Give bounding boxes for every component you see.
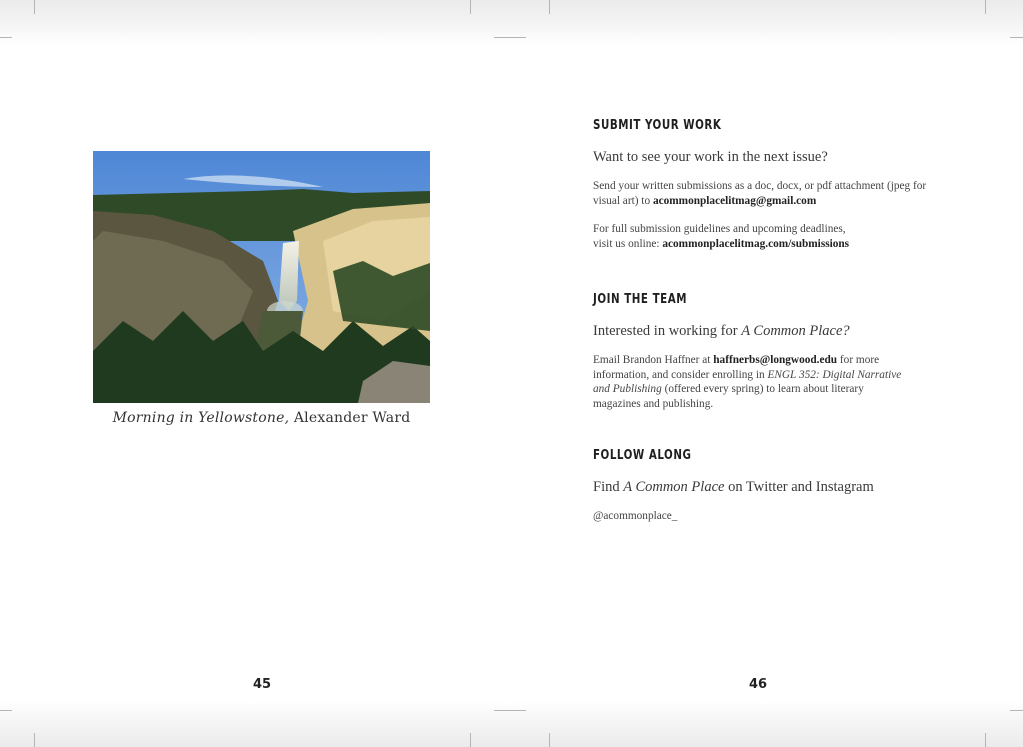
join-lead-text: Interested in working for [593, 323, 738, 339]
top-bleed-band [0, 0, 1023, 46]
page-number-left: 45 [253, 677, 272, 692]
follow-lead [593, 479, 933, 496]
submit-p2-line1: For full submission guidelines and upcoming deadlines, [593, 223, 846, 235]
join-heading: JOIN THE TEAM [593, 292, 687, 307]
follow-lead-before: Find [593, 479, 620, 495]
join-lead-magazine: A Common Place? [741, 323, 850, 339]
crop-mark [0, 37, 12, 38]
follow-section [593, 448, 933, 524]
submit-p1-text: Send your written submissions as a doc, docx, or pdf attachment (jpeg for visual art) to [593, 180, 927, 207]
join-course-name: ENGL 352: Digital Narrative and Publishing [593, 368, 902, 395]
social-handle[interactable]: @acommonplace_ [593, 510, 678, 522]
submission-email-link[interactable]: acommonplacelitmag@gmail.com [652, 194, 817, 207]
crop-mark [985, 0, 986, 14]
crop-mark [470, 0, 471, 14]
submit-paragraph-2 [593, 222, 933, 251]
follow-heading: FOLLOW ALONG [593, 448, 692, 463]
join-p-before: Email Brandon Haffner at [593, 354, 711, 366]
crop-mark [549, 733, 550, 747]
caption-author: Alexander Ward [293, 410, 411, 426]
join-paragraph [593, 353, 903, 411]
join-p-middle: for more information, and consider enrolling in [593, 354, 880, 381]
crop-mark [0, 710, 12, 711]
submissions-url-link[interactable]: acommonplacelitmag.com/submissions [662, 237, 850, 250]
crop-mark [1010, 37, 1023, 38]
crop-mark [985, 733, 986, 747]
photo-caption [93, 410, 430, 426]
caption-title: Morning in Yellowstone, [112, 410, 290, 426]
crop-mark [494, 710, 526, 711]
crop-mark [494, 37, 526, 38]
submit-lead: Want to see your work in the next issue? [593, 149, 828, 165]
follow-lead-after: on Twitter and Instagram [728, 479, 874, 495]
haffner-email-link[interactable]: haffnerbs@longwood.edu [713, 354, 838, 366]
crop-mark [1010, 710, 1023, 711]
bottom-bleed-band [0, 701, 1023, 747]
yellowstone-photo [93, 151, 430, 403]
crop-mark [34, 733, 35, 747]
join-section [593, 292, 933, 411]
submit-section [593, 118, 933, 251]
join-p-after: (offered every spring) to learn about literary magazines and publishing. [593, 383, 864, 410]
join-lead [593, 323, 933, 340]
crop-mark [470, 733, 471, 747]
crop-mark [34, 0, 35, 14]
submit-p2-line2: visit us online: [593, 237, 660, 250]
crop-mark [549, 0, 550, 14]
submit-paragraph-1 [593, 179, 933, 208]
submit-heading: SUBMIT YOUR WORK [593, 118, 722, 133]
follow-lead-magazine: A Common Place [623, 479, 725, 495]
page-number-right: 46 [749, 677, 768, 692]
